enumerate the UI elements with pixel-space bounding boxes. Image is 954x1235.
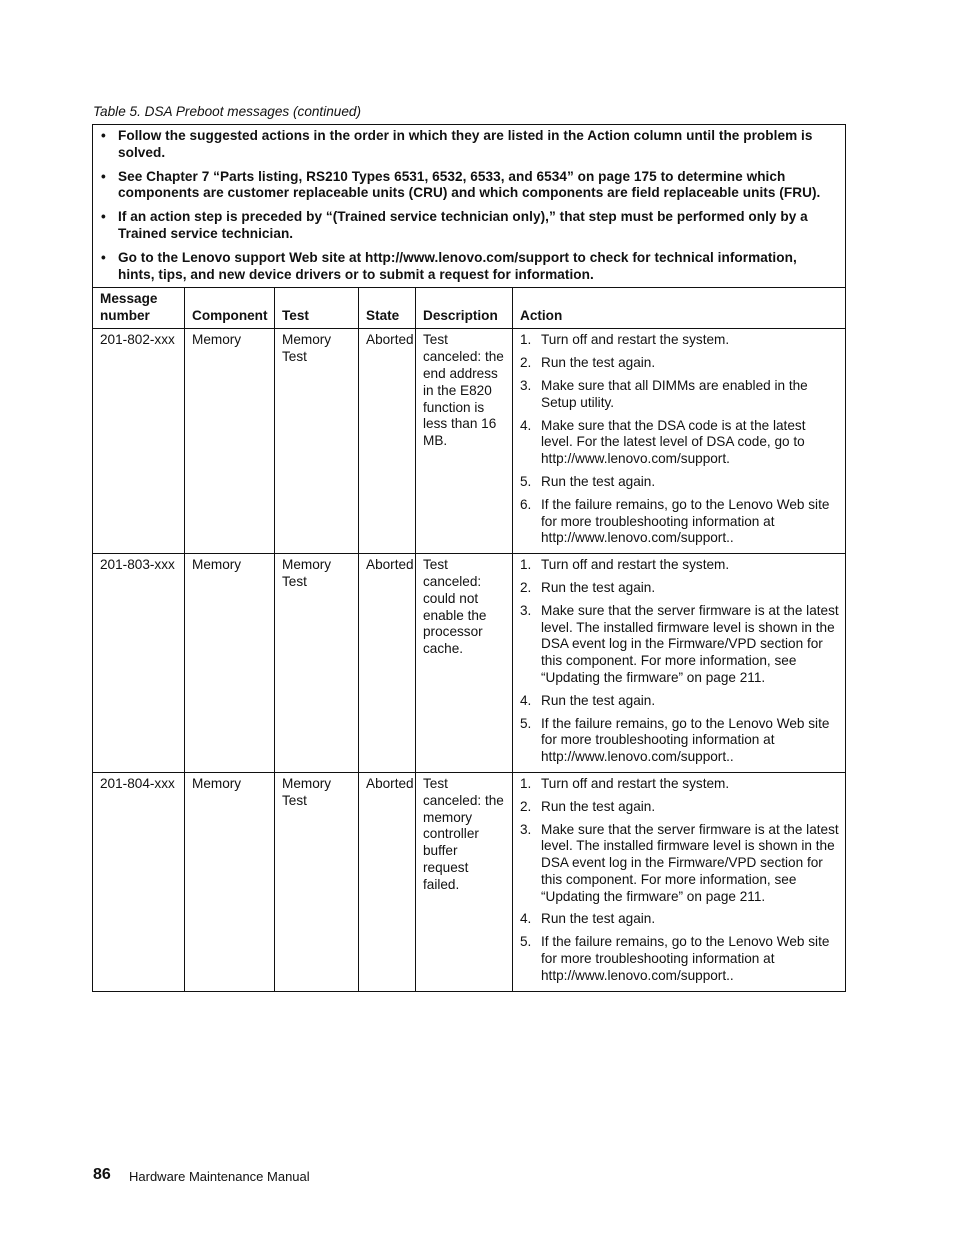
- description-cell: Test canceled: the end address in the E820 function is less than 16 MB.: [416, 329, 513, 554]
- action-list: [520, 332, 839, 547]
- action-step: 2. Run the test again.: [520, 355, 656, 371]
- component-cell: Memory: [185, 772, 275, 991]
- header-test: Test: [275, 288, 359, 329]
- notes-row: [93, 125, 846, 288]
- action-step: 2. Run the test again.: [520, 798, 656, 814]
- dsa-preboot-messages-table: [92, 124, 846, 992]
- description-cell: Test canceled: could not enable the processor cache.: [416, 554, 513, 773]
- table-row: [93, 554, 846, 773]
- note-item: • Follow the suggested actions in the order in which they are listed in the Action column until the problem is solved.: [101, 128, 813, 160]
- action-step: 3. Make sure that the server firmware is at the latest level. The installed firmware level is shown in the DSA event log in the Firmware/VPD section for this component. For more information, see “Updating the firmware” on page 211.: [520, 602, 839, 685]
- note-item: • If an action step is preceded by “(Trained service technician only),” that step must be performed only by a Trained service technician.: [101, 209, 808, 241]
- note-item: • See Chapter 7 “Parts listing, RS210 Types 6531, 6532, 6533, and 6534” on page 175 to determine which components are customer replaceable units (CRU) and which components are field replaceable units (FRU).: [101, 168, 821, 201]
- action-cell: [513, 554, 846, 773]
- bullet-icon: •: [101, 249, 106, 265]
- message-number-cell: 201-802-xxx: [93, 329, 185, 554]
- component-cell: Memory: [185, 554, 275, 773]
- action-step: 1. Turn off and restart the system.: [520, 775, 730, 791]
- action-list: [520, 776, 839, 985]
- action-step: 4. Make sure that the DSA code is at the latest level. For the latest level of DSA code, go to http://www.lenovo.com/support.: [520, 417, 806, 467]
- test-cell: Memory Test: [275, 554, 359, 773]
- state-cell: Aborted: [359, 554, 416, 773]
- table-row: [93, 772, 846, 991]
- header-row: [93, 288, 846, 329]
- action-cell: [513, 772, 846, 991]
- action-step: 2. Run the test again.: [520, 579, 656, 595]
- action-step: 3. Make sure that all DIMMs are enabled in the Setup utility.: [520, 377, 808, 410]
- action-step: 3. Make sure that the server firmware is at the latest level. The installed firmware level is shown in the DSA event log in the Firmware/VPD section for this component. For more information, see “Updating the firmware” on page 211.: [520, 821, 839, 904]
- header-action: Action: [513, 288, 846, 329]
- test-cell: Memory Test: [275, 329, 359, 554]
- message-number-cell: 201-804-xxx: [93, 772, 185, 991]
- action-step: 4. Run the test again.: [520, 692, 656, 708]
- action-step: 1. Turn off and restart the system.: [520, 332, 730, 348]
- notes-cell: [93, 125, 846, 288]
- action-step: 5. If the failure remains, go to the Lenovo Web site for more troubleshooting information at http://www.lenovo.com/support..: [520, 934, 830, 983]
- action-step: 4. Run the test again.: [520, 911, 656, 927]
- action-step: 5. If the failure remains, go to the Lenovo Web site for more troubleshooting information at http://www.lenovo.com/support..: [520, 715, 830, 765]
- action-step: 5. Run the test again.: [520, 473, 656, 489]
- component-cell: Memory: [185, 329, 275, 554]
- description-cell: Test canceled: the memory controller buffer request failed.: [416, 772, 513, 991]
- table-caption: Table 5. DSA Preboot messages (continued): [93, 104, 361, 119]
- bullet-icon: •: [101, 209, 106, 225]
- state-cell: Aborted: [359, 329, 416, 554]
- test-cell: Memory Test: [275, 772, 359, 991]
- state-cell: Aborted: [359, 772, 416, 991]
- header-description: Description: [416, 288, 513, 329]
- action-step: 6. If the failure remains, go to the Lenovo Web site for more troubleshooting information at http://www.lenovo.com/support..: [520, 496, 830, 546]
- table-row: [93, 329, 846, 554]
- bullet-icon: •: [101, 168, 106, 184]
- page-number: 86: [93, 1166, 111, 1183]
- note-item: • Go to the Lenovo support Web site at http://www.lenovo.com/support to check for technical information, hints, tips, and new device drivers or to submit a request for information.: [101, 249, 797, 282]
- header-component: Component: [185, 288, 275, 329]
- message-number-cell: 201-803-xxx: [93, 554, 185, 773]
- bullet-icon: •: [101, 128, 106, 143]
- action-list: [520, 557, 839, 766]
- header-state: State: [359, 288, 416, 329]
- header-message-number: Message number: [93, 288, 185, 329]
- action-step: 1. Turn off and restart the system.: [520, 557, 730, 573]
- action-cell: [513, 329, 846, 554]
- manual-title: Hardware Maintenance Manual: [129, 1169, 310, 1184]
